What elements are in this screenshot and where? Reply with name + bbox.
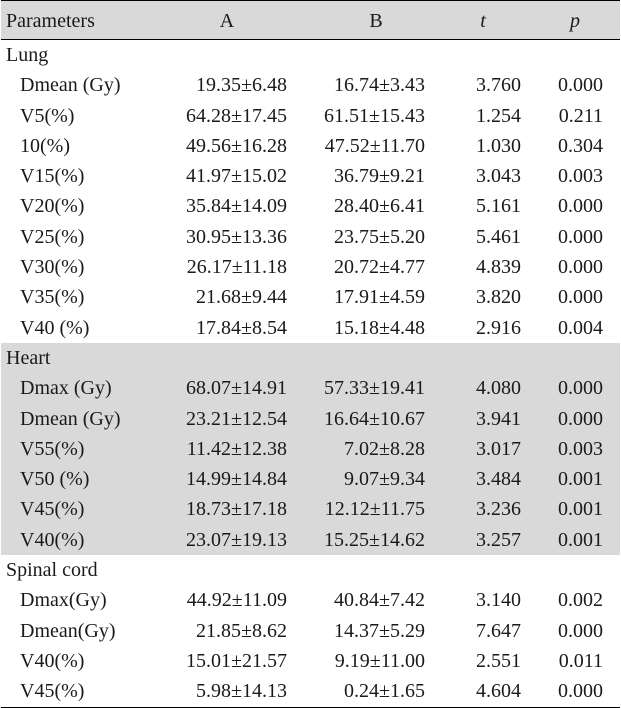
cell-parameter: V25(%)	[20, 225, 85, 248]
table-row	[1, 70, 620, 100]
cell-parameter: V20(%)	[20, 195, 85, 218]
cell-b: 9.19±11.00	[334, 649, 425, 672]
table-group	[1, 40, 620, 343]
cell-t: 3.140	[476, 589, 521, 612]
cell-a: 23.21±12.54	[186, 407, 287, 430]
table-row	[1, 101, 620, 131]
cell-a: 68.07±14.91	[186, 377, 287, 400]
cell-p: 0.001	[558, 498, 603, 521]
cell-a: 15.01±21.57	[186, 649, 287, 672]
table-row	[1, 616, 620, 646]
cell-a: 11.42±12.38	[186, 437, 287, 460]
cell-t: 7.647	[476, 619, 521, 642]
cell-p: 0.002	[558, 589, 603, 612]
cell-parameter: Dmean (Gy)	[20, 407, 121, 430]
header-parameters: Parameters	[6, 10, 95, 32]
cell-a: 26.17±11.18	[186, 256, 287, 279]
cell-parameter: V50 (%)	[20, 468, 90, 491]
cell-parameter: V40 (%)	[20, 316, 90, 339]
table-body	[1, 40, 620, 707]
header-b: B	[369, 10, 383, 32]
group-label: Lung	[6, 44, 49, 66]
table-row	[1, 434, 620, 464]
cell-parameter: Dmax (Gy)	[20, 377, 112, 400]
cell-b: 17.91±4.59	[334, 286, 425, 309]
cell-b: 15.25±14.62	[324, 528, 425, 551]
cell-p: 0.011	[558, 649, 603, 672]
table-row	[1, 494, 620, 524]
cell-a: 64.28±17.45	[186, 104, 287, 127]
cell-t: 2.916	[476, 316, 521, 339]
header-a: A	[219, 10, 235, 32]
table-row	[1, 222, 620, 252]
cell-t: 5.161	[476, 195, 521, 218]
cell-p: 0.211	[558, 104, 603, 127]
cell-p: 0.000	[558, 195, 603, 218]
table-row	[1, 464, 620, 494]
cell-t: 2.551	[476, 649, 521, 672]
cell-p: 0.001	[558, 468, 603, 491]
cell-a: 35.84±14.09	[186, 195, 287, 218]
table-group	[1, 343, 620, 555]
cell-a: 49.56±16.28	[186, 134, 287, 157]
table-row	[1, 161, 620, 191]
cell-b: 12.12±11.75	[324, 498, 425, 521]
cell-b: 61.51±15.43	[324, 104, 425, 127]
cell-parameter: V45(%)	[20, 680, 85, 703]
table-row	[1, 131, 620, 161]
cell-b: 14.37±5.29	[334, 619, 425, 642]
cell-b: 7.02±8.28	[344, 437, 425, 460]
cell-a: 5.98±14.13	[196, 680, 287, 703]
table-row	[1, 313, 620, 343]
group-label: Spinal cord	[6, 559, 98, 582]
group-header-row	[1, 555, 620, 585]
cell-parameter: Dmean (Gy)	[20, 74, 121, 97]
cell-b: 23.75±5.20	[334, 225, 425, 248]
cell-parameter: V45(%)	[20, 498, 85, 521]
cell-b: 9.07±9.34	[344, 468, 425, 491]
cell-b: 16.74±3.43	[334, 74, 425, 97]
group-header-row	[1, 343, 620, 373]
cell-t: 3.760	[476, 74, 521, 97]
cell-a: 23.07±19.13	[186, 528, 287, 551]
table-row	[1, 373, 620, 403]
cell-a: 14.99±14.84	[186, 468, 287, 491]
table-row	[1, 404, 620, 434]
table-row	[1, 282, 620, 312]
cell-a: 30.95±13.36	[186, 225, 287, 248]
cell-p: 0.304	[558, 134, 603, 157]
cell-b: 40.84±7.42	[334, 589, 425, 612]
cell-t: 3.017	[476, 437, 521, 460]
cell-t: 4.604	[476, 680, 521, 703]
cell-t: 5.461	[476, 225, 521, 248]
group-header-row	[1, 40, 620, 70]
cell-p: 0.000	[558, 680, 603, 703]
cell-a: 21.68±9.44	[196, 286, 287, 309]
cell-parameter: 10(%)	[20, 134, 70, 157]
cell-t: 3.941	[476, 407, 521, 430]
cell-parameter: V35(%)	[20, 286, 85, 309]
cell-t: 4.080	[476, 377, 521, 400]
cell-t: 1.030	[476, 134, 521, 157]
cell-p: 0.000	[558, 74, 603, 97]
cell-a: 41.97±15.02	[186, 165, 287, 188]
table-row	[1, 191, 620, 221]
header-p: p	[570, 10, 580, 32]
header-t: t	[480, 10, 486, 32]
cell-a: 21.85±8.62	[196, 619, 287, 642]
cell-p: 0.004	[558, 316, 603, 339]
cell-parameter: V5(%)	[20, 104, 75, 127]
cell-b: 15.18±4.48	[334, 316, 425, 339]
cell-p: 0.000	[558, 225, 603, 248]
cell-a: 18.73±17.18	[186, 498, 287, 521]
cell-b: 57.33±19.41	[324, 377, 425, 400]
table-header-row	[1, 0, 620, 40]
cell-p: 0.003	[558, 165, 603, 188]
cell-parameter: V30(%)	[20, 256, 85, 279]
cell-t: 4.839	[476, 256, 521, 279]
dosimetric-comparison-table	[1, 0, 620, 708]
cell-t: 3.257	[476, 528, 521, 551]
table-group	[1, 555, 620, 706]
table-row	[1, 525, 620, 555]
cell-t: 3.043	[476, 165, 521, 188]
group-label: Heart	[6, 346, 51, 369]
cell-parameter: Dmax(Gy)	[20, 589, 107, 612]
cell-b: 36.79±9.21	[334, 165, 425, 188]
table-bottom-rule	[1, 707, 620, 708]
table-row	[1, 646, 620, 676]
cell-parameter: V40(%)	[20, 528, 85, 551]
cell-a: 19.35±6.48	[196, 74, 287, 97]
cell-b: 28.40±6.41	[334, 195, 425, 218]
cell-parameter: Dmean(Gy)	[20, 619, 116, 642]
cell-parameter: V40(%)	[20, 649, 85, 672]
cell-a: 17.84±8.54	[196, 316, 287, 339]
cell-t: 3.484	[476, 468, 521, 491]
cell-b: 20.72±4.77	[334, 256, 425, 279]
cell-b: 47.52±11.70	[324, 134, 425, 157]
cell-parameter: V55(%)	[20, 437, 85, 460]
cell-t: 1.254	[476, 104, 521, 127]
cell-p: 0.000	[558, 286, 603, 309]
cell-t: 3.820	[476, 286, 521, 309]
cell-a: 44.92±11.09	[186, 589, 287, 612]
cell-p: 0.001	[558, 528, 603, 551]
cell-p: 0.000	[558, 256, 603, 279]
cell-b: 16.64±10.67	[324, 407, 425, 430]
cell-p: 0.000	[558, 377, 603, 400]
cell-t: 3.236	[476, 498, 521, 521]
table-row	[1, 676, 620, 706]
table-row	[1, 585, 620, 615]
cell-p: 0.000	[558, 407, 603, 430]
cell-parameter: V15(%)	[20, 165, 85, 188]
table-row	[1, 252, 620, 282]
cell-b: 0.24±1.65	[344, 680, 425, 703]
cell-p: 0.003	[558, 437, 603, 460]
cell-p: 0.000	[558, 619, 603, 642]
